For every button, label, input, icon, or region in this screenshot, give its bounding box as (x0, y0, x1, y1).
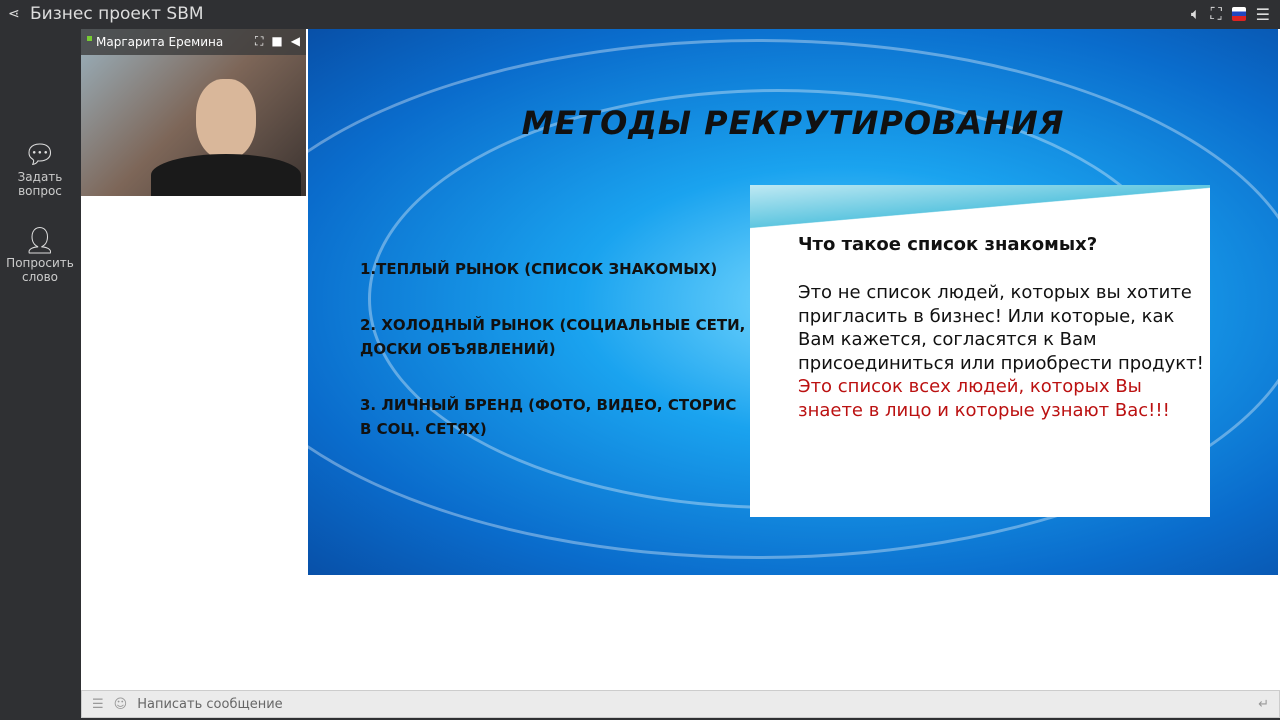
volume-icon[interactable]: 🔈︎ (1190, 4, 1201, 23)
webcam-video (81, 29, 306, 196)
list-item: 2. ХОЛОДНЫЙ РЫНОК (СОЦИАЛЬНЫЕ СЕТИ, ДОСКИ ОБЪЯВЛЕНИЙ) (360, 316, 746, 358)
speaker-person-icon: 👤︎ (23, 226, 57, 256)
video-bar (81, 29, 306, 55)
message-input[interactable]: Написать сообщение (137, 696, 283, 712)
label: Попросить (6, 256, 74, 270)
language-flag-icon[interactable] (1232, 7, 1246, 21)
emoji-icon[interactable]: ☺ (113, 696, 128, 712)
ask-question-button[interactable] (0, 140, 80, 198)
card-title: Что такое список знакомых? (798, 234, 1098, 255)
slide-title: МЕТОДЫ РЕКРУТИРОВАНИЯ (521, 104, 1065, 142)
label: Задать (17, 170, 63, 184)
info-card (750, 185, 1210, 517)
label: вопрос (18, 184, 62, 198)
label: слово (21, 270, 59, 284)
fullscreen-icon[interactable]: ⛶ (255, 34, 264, 48)
request-speak-button[interactable] (0, 226, 80, 284)
volume-icon[interactable]: ◀ (290, 34, 300, 48)
camera-icon[interactable]: ■ (271, 34, 283, 48)
sidebar (0, 140, 80, 312)
chat-input-bar[interactable] (81, 690, 1280, 718)
question-bubble-icon: 💬︎ (23, 140, 57, 170)
share-icon[interactable]: ⋖ (8, 6, 20, 22)
presenter-body (151, 154, 301, 196)
presentation-slide (308, 29, 1278, 575)
main-area (81, 29, 1280, 690)
presenter-name: Маргарита Еремина (96, 35, 224, 49)
list-item: 3. ЛИЧНЫЙ БРЕНД (ФОТО, ВИДЕО, СТОРИС В СОЦ. СЕТЯХ) (360, 396, 737, 438)
menu-icon[interactable]: ☰ (92, 696, 104, 712)
status-dot-icon (87, 36, 92, 41)
card-text: Это не список людей, которых вы хотите пригласить в бизнес! Или которые, как Вам кажется, согласятся к Вам присоединиться или приобрести продукт! (798, 282, 1204, 374)
send-icon[interactable]: ↵ (1258, 696, 1269, 712)
list-item: 1.ТЕПЛЫЙ РЫНОК (СПИСОК ЗНАКОМЫХ) (360, 260, 718, 278)
page-title: Бизнес проект SBM (30, 4, 204, 24)
presenter (196, 79, 256, 159)
fullscreen-icon[interactable]: ⛶ (1210, 4, 1222, 23)
top-bar (0, 0, 1280, 28)
card-highlight: Это список всех людей, которых Вы знаете в лицо и которые узнают Вас!!! (798, 376, 1170, 421)
methods-list (360, 257, 750, 473)
menu-icon[interactable]: ☰ (1255, 4, 1270, 24)
wave-decor (750, 185, 1210, 230)
